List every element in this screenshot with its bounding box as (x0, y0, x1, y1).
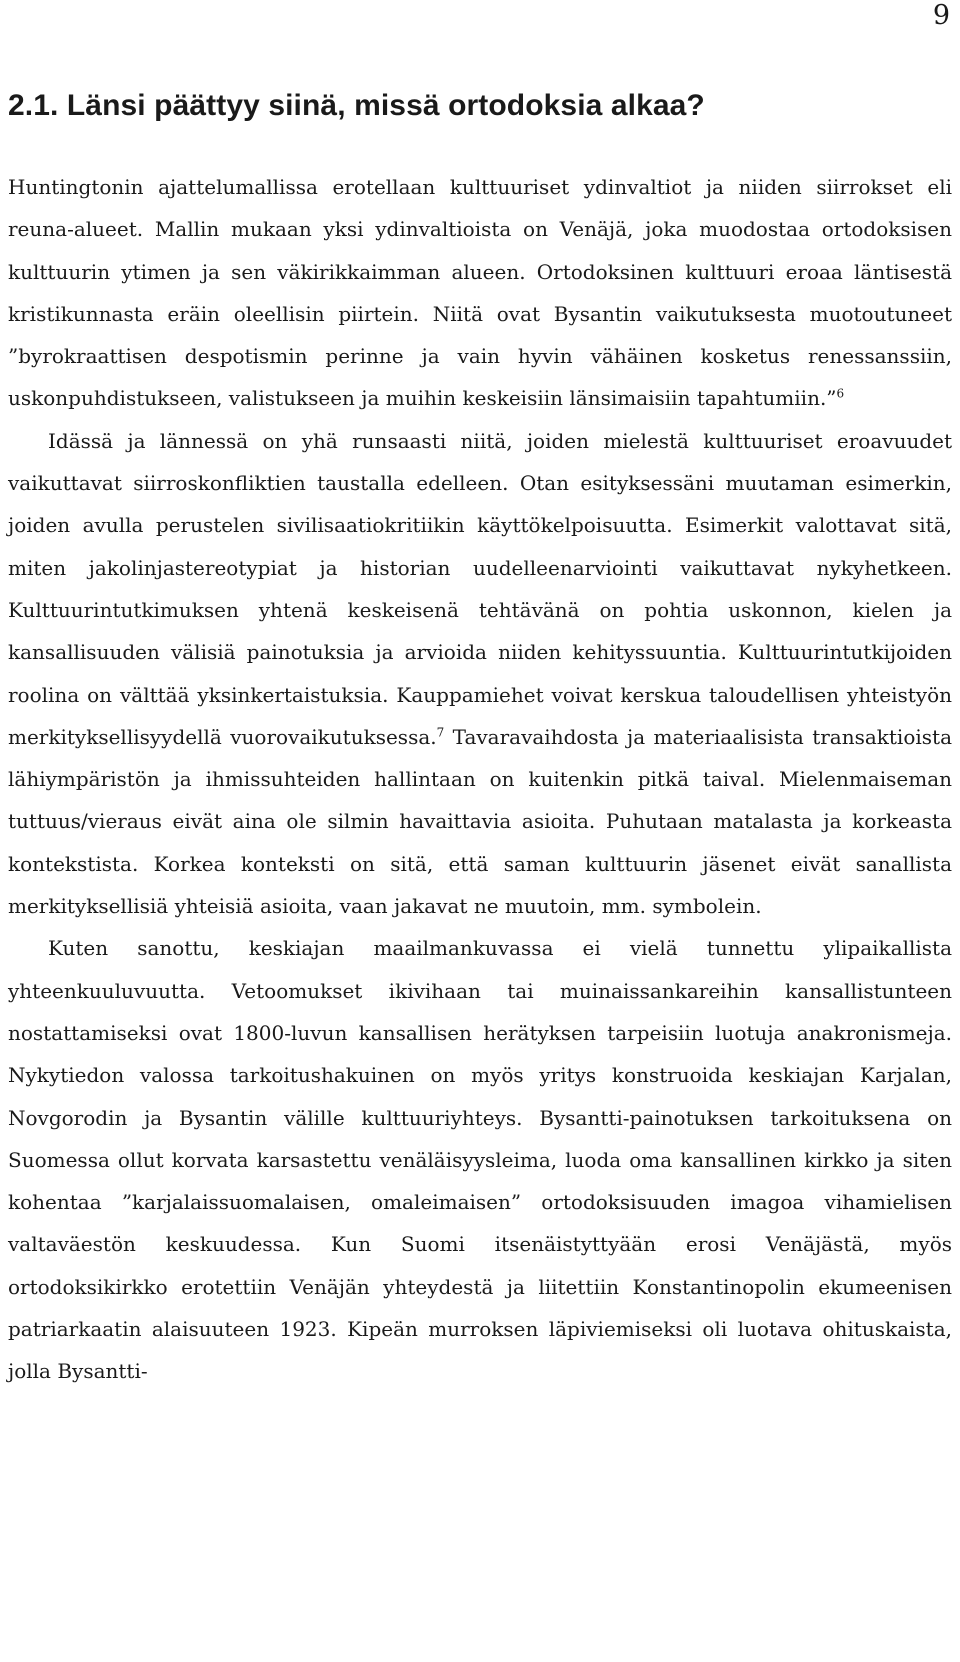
paragraph-1 (8, 166, 952, 420)
paragraph-2 (8, 420, 952, 928)
footnote-ref-7[interactable]: 7 (436, 725, 445, 740)
paragraph-3-text: Kuten sanottu, keskiajan maailmankuvassa ei vielä tunnettu ylipaikallista yhteenkuuluvuutta. Vetoomukset ikivihaan tai muinaissankareihin kansallistunteen nostattamiseksi ovat 1800-luvun kansallisen herätyksen tarpeisiin luotuja anakronismeja. Nykytiedon valossa tarkoitushakuinen on myös yritys konstruoida keskiajan Karjalan, Novgorodin ja Bysantin välille kulttuuriyhteys. Bysantti-painotuksen tarkoituksena on Suomessa ollut korvata karsastettu venäläisyysleima, luoda oma kansallinen kirkko ja siten kohentaa ”karjalaissuomalaisen, omaleimaisen” ortodoksisuuden imagoa vihamielisen valtaväestön keskuudessa. Kun Suomi itsenäistyttyään erosi Venäjästä, myös ortodoksikirkko erotettiin Venäjän yhteydestä ja liitettiin Konstantinopolin ekumeenisen patriarkaatin alaisuuteen 1923. Kipeän murroksen läpiviemiseksi oli luotava ohituskaista, jolla Bysantti- (8, 936, 952, 1384)
page-number: 9 (932, 0, 950, 31)
section-heading: 2.1. Länsi päättyy siinä, missä ortodoksia alkaa? (8, 89, 705, 122)
paragraph-3 (8, 927, 952, 1392)
body-text (8, 166, 952, 1393)
paragraph-1-text: Huntingtonin ajattelumallissa erotellaan kulttuuriset ydinvaltiot ja niiden siirrokset eli reuna-alueet. Mallin mukaan yksi ydinvaltioista on Venäjä, joka muodostaa ortodoksisen kulttuurin ytimen ja sen väkirikkaimman alueen. Ortodoksinen kulttuuri eroaa läntisestä kristikunnasta eräin oleellisin piirtein. Niitä ovat Bysantin vaikutuksesta muotoutuneet ”byrokraattisen despotismin perinne ja vain hyvin vähäinen kosketus renessanssiin, uskonpuhdistukseen, valistukseen ja muihin keskeisiin länsimaisiin tapahtumiin.” (8, 175, 952, 411)
footnote-ref-6[interactable]: 6 (836, 386, 845, 401)
paragraph-2-text-a: Idässä ja lännessä on yhä runsaasti niitä, joiden mielestä kulttuuriset eroavuudet vaikuttavat siirroskonfliktien taustalla edelleen. Otan esityksessäni muutaman esimerkin, joiden avulla perustelen sivilisaatiokritiikin käyttökelpoisuutta. Esimerkit valottavat sitä, miten jakolinjastereotypiat ja historian uudelleenarviointi vaikuttavat nykyhetkeen. Kulttuurintutkimuksen yhtenä keskeisenä tehtävänä on pohtia uskonnon, kielen ja kansallisuuden välisiä painotuksia ja arvioida niiden kehityssuuntia. Kulttuurintutkijoiden roolina on välttää yksinkertaistuksia. Kauppamiehet voivat kerskua taloudellisen yhteistyön merkityksellisyydellä vuorovaikutuksessa. (8, 428, 952, 749)
paragraph-2-text-b: Tavaravaihdosta ja materiaalisista transaktioista lähiympäristön ja ihmissuhteiden hallintaan on kuitenkin pitkä taival. Mielenmaiseman tuttuus/vieraus eivät aina ole silmin havaittavia asioita. Puhutaan matalasta ja korkeasta kontekstista. Korkea konteksti on sitä, että saman kulttuurin jäsenet eivät sanallista merkityksellisiä yhteisiä asioita, vaan jakavat ne muutoin, mm. symbolein. (8, 724, 952, 919)
